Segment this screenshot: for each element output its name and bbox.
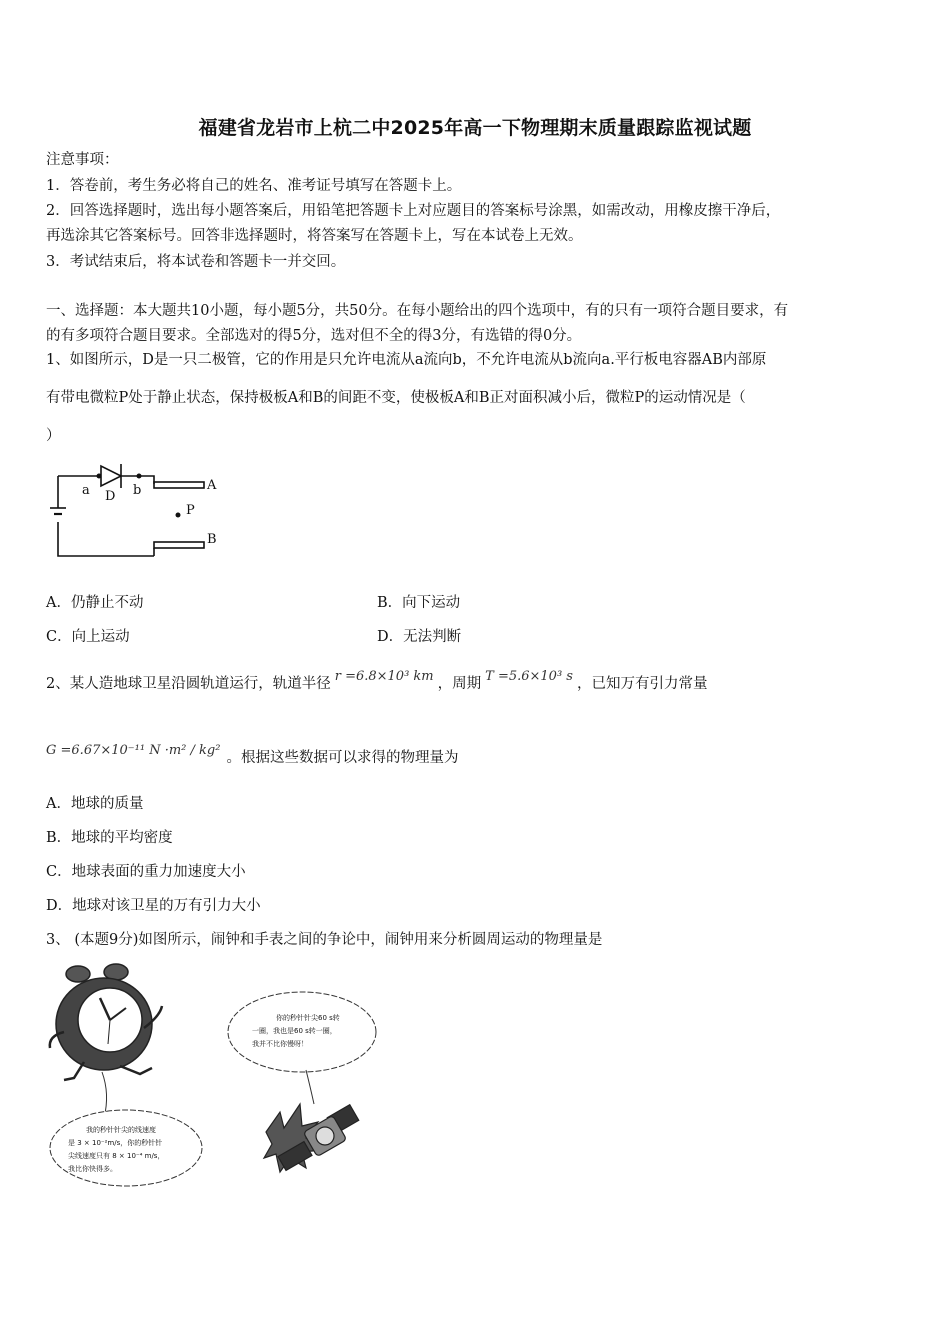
q1-option-b[interactable]: B．向下运动 <box>377 595 461 611</box>
q2-option-b[interactable]: B．地球的平均密度 <box>46 830 173 846</box>
q2-option-c[interactable]: C．地球表面的重力加速度大小 <box>46 864 246 880</box>
notice-heading: 注意事项： <box>46 152 119 168</box>
q2-lead: 2、某人造地球卫星沿圆轨道运行，轨道半径 <box>46 676 331 692</box>
clock-speech-bubble <box>50 1110 202 1186</box>
q2-period-formula: T =5.6×10³ s <box>485 669 573 684</box>
notice-item-3: 3．考试结束后，将本试卷和答题卡一并交回。 <box>46 254 346 270</box>
q2-gravity-constant-formula: G =6.67×10⁻¹¹ N ·m² / kg² <box>46 743 221 758</box>
label-D: D <box>105 489 116 504</box>
label-a: a <box>82 483 90 498</box>
watch-speech-bubble-tail <box>306 1070 314 1104</box>
notice-item-1: 1．答卷前，考生务必将自己的姓名、准考证号填写在答题卡上。 <box>46 178 462 194</box>
watch-bubble-line2: 一圈，我也是60 s转一圈， <box>252 1027 337 1035</box>
clock-bubble-line2: 是 3 × 10⁻²m/s，你的秒针针 <box>68 1139 163 1147</box>
alarm-clock-icon <box>50 964 162 1080</box>
q2-radius-formula: r =6.8×10³ km <box>334 669 434 684</box>
particle-p-dot <box>176 513 181 518</box>
q1-circuit-figure <box>44 458 234 564</box>
q2-option-a[interactable]: A．地球的质量 <box>46 796 144 812</box>
label-P: P <box>186 503 195 518</box>
q2-line2-tail: 。根据这些数据可以求得的物理量为 <box>226 750 459 766</box>
clock-bubble-line3: 尖线速度只有 8 × 10⁻⁴ m/s， <box>68 1152 165 1160</box>
q1-option-c[interactable]: C．向上运动 <box>46 629 130 645</box>
q1-option-a[interactable]: A．仍静止不动 <box>46 595 144 611</box>
wristwatch-icon <box>264 1104 359 1172</box>
q1-option-d[interactable]: D．无法判断 <box>377 629 462 645</box>
q3-stem-line1: 3、 (本题9分)如图所示，闹钟和手表之间的争论中，闹钟用来分析圆周运动的物理量是 <box>46 932 603 948</box>
label-A: A <box>207 478 217 493</box>
label-b: b <box>133 483 142 498</box>
section-intro-line1: 一、选择题：本大题共10小题，每小题5分，共50分。在每小题给出的四个选项中，有的只有一项符合题目要求，有 <box>46 303 789 319</box>
clock-bubble-line4: 我比你快得多。 <box>68 1165 117 1173</box>
q1-stem-line3: ） <box>46 428 61 444</box>
label-B: B <box>207 532 217 547</box>
q2-period-text: ，周期 <box>437 676 482 692</box>
q1-stem-line1: 1、如图所示，D是一只二极管，它的作用是只允许电流从a流向b，不允许电流从b流向a.平行板电容器AB内部原 <box>46 352 767 368</box>
notice-item-2-cont: 再选涂其它答案标号。回答非选择题时，将答案写在答题卡上，写在本试卷上无效。 <box>46 228 583 244</box>
q2-option-d[interactable]: D．地球对该卫星的万有引力大小 <box>46 898 261 914</box>
page-title: 福建省龙岩市上杭二中2025年高一下物理期末质量跟踪监视试题 <box>198 117 752 139</box>
section-intro-line2: 的有多项符合题目要求。全部选对的得5分，选对但不全的得3分，有选错的得0分。 <box>46 328 582 344</box>
q3-clock-watch-figure <box>44 962 384 1202</box>
junction-b-dot <box>137 474 142 479</box>
watch-bubble-line3: 我并不比你慢呀！ <box>252 1040 308 1048</box>
q1-stem-line2: 有带电微粒P处于静止状态，保持极板A和B的间距不变，使极板A和B正对面积减小后，微粒P的运动情况是（ <box>46 390 746 406</box>
q2-tail: ，已知万有引力常量 <box>576 676 708 692</box>
q2-stem-line1 <box>46 669 708 695</box>
junction-a-dot <box>97 474 102 479</box>
watch-bubble-line1: 你的秒针针尖60 s转 <box>276 1014 340 1022</box>
clock-bubble-line1: 我的秒针针尖的线速度 <box>86 1126 156 1134</box>
notice-item-2: 2．回答选择题时，选出每小题答案后，用铅笔把答题卡上对应题目的答案标号涂黑，如需改动，用橡皮擦干净后， <box>46 203 781 219</box>
q2-stem-line2 <box>46 743 459 769</box>
